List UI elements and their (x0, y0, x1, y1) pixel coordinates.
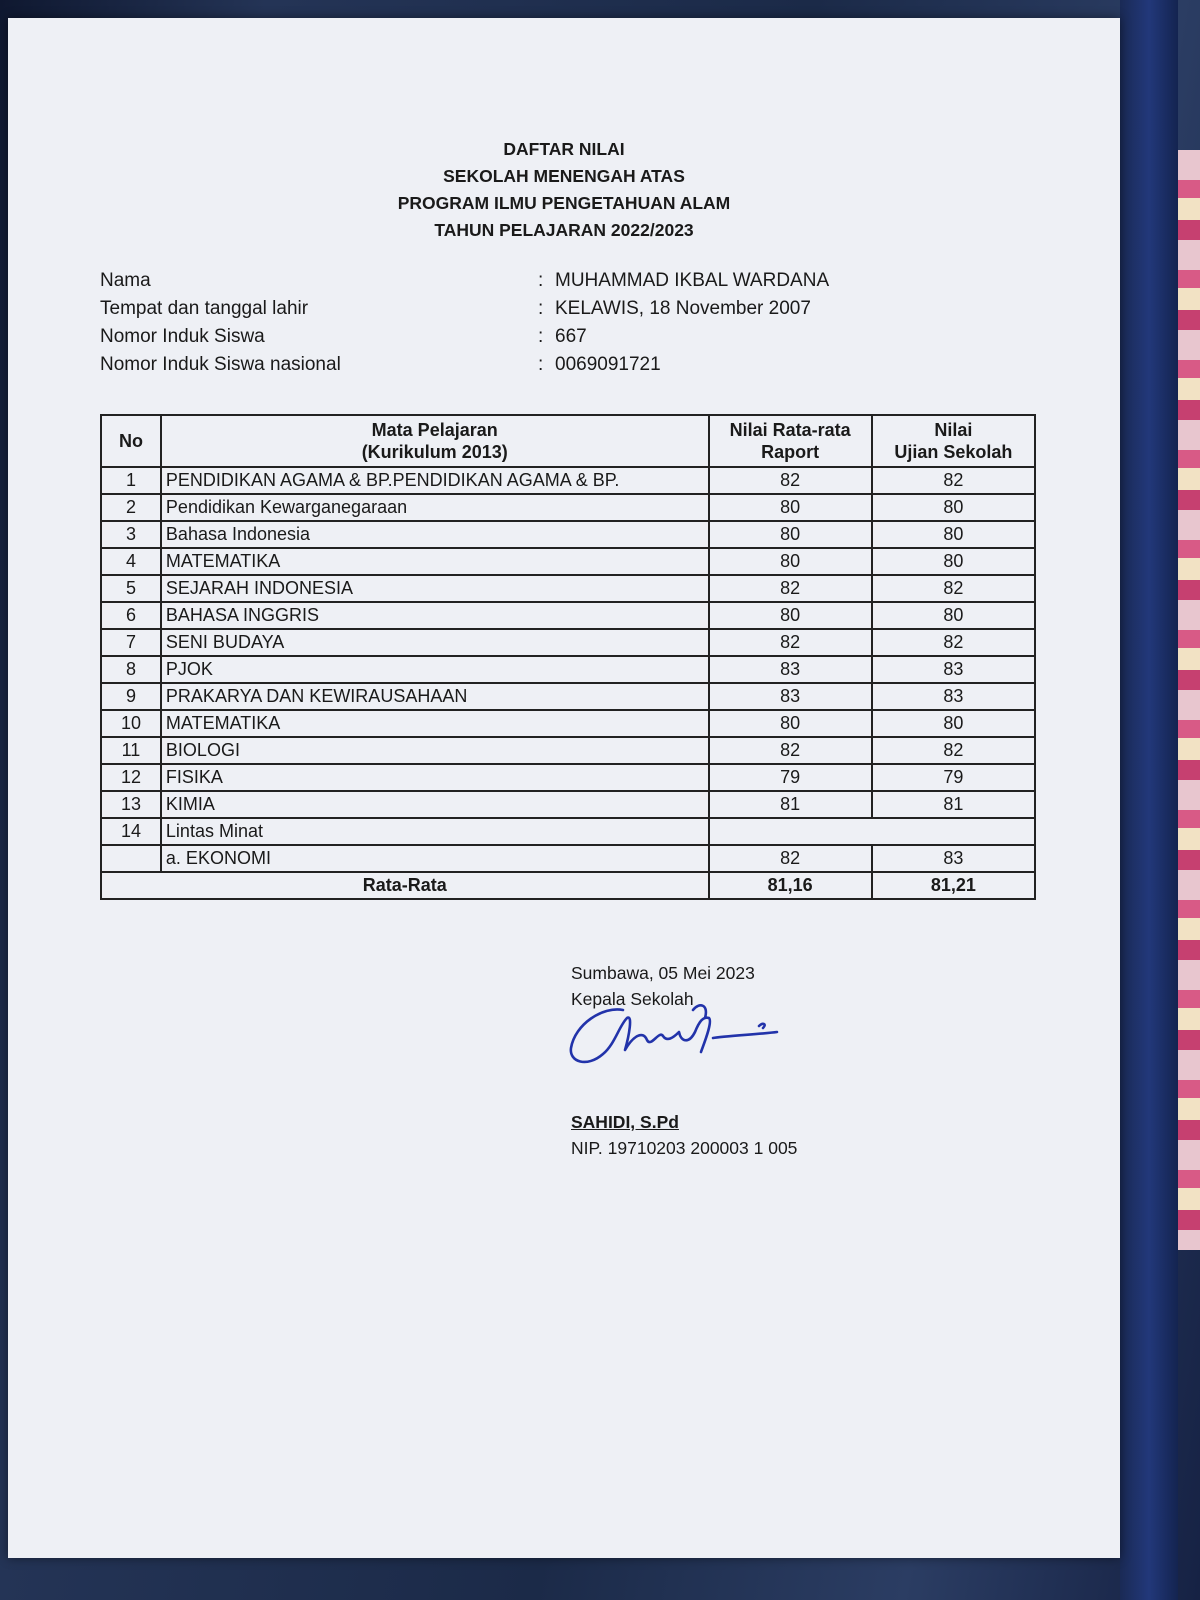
row-raport: 82 (709, 467, 872, 494)
row-no: 10 (101, 710, 161, 737)
student-info (100, 270, 1000, 382)
row-raport: 79 (709, 764, 872, 791)
row-no: 9 (101, 683, 161, 710)
row-raport: 80 (709, 602, 872, 629)
place-date: Sumbawa, 05 Mei 2023 (571, 963, 755, 983)
row-ujian: 82 (872, 467, 1035, 494)
row-subject: BAHASA INGGRIS (161, 602, 709, 629)
row-no: 11 (101, 737, 161, 764)
row-no: 7 (101, 629, 161, 656)
average-ujian: 81,21 (872, 872, 1035, 899)
row-no: 8 (101, 656, 161, 683)
row-ujian: 80 (872, 494, 1035, 521)
row-ujian: 82 (872, 629, 1035, 656)
row-subject: PENDIDIKAN AGAMA & BP.PENDIDIKAN AGAMA & BP. (161, 467, 709, 494)
heading-program: PROGRAM ILMU PENGETAHUAN ALAM (397, 193, 731, 213)
heading-title: DAFTAR NILAI (503, 139, 625, 159)
header-raport (709, 415, 872, 467)
row-no: 4 (101, 548, 161, 575)
table-row (101, 602, 1035, 629)
row-ujian: 83 (872, 845, 1035, 872)
row-subject: a. EKONOMI (161, 845, 709, 872)
row-no: 2 (101, 494, 161, 521)
row-raport: 82 (709, 737, 872, 764)
table-row (101, 737, 1035, 764)
handwritten-signature (563, 996, 783, 1076)
row-ujian: 81 (872, 791, 1035, 818)
table-row (101, 575, 1035, 602)
table-row (101, 548, 1035, 575)
document-heading (8, 136, 1120, 244)
row-no: 6 (101, 602, 161, 629)
row-no: 12 (101, 764, 161, 791)
table-row (101, 764, 1035, 791)
row-subject: PRAKARYA DAN KEWIRAUSAHAAN (161, 683, 709, 710)
row-no: 5 (101, 575, 161, 602)
row-no: 13 (101, 791, 161, 818)
row-subject: PJOK (161, 656, 709, 683)
row-ujian: 82 (872, 737, 1035, 764)
header-subject-line2: (Kurikulum 2013) (361, 442, 508, 462)
row-raport: 80 (709, 494, 872, 521)
table-row (101, 656, 1035, 683)
info-row-name (100, 270, 1000, 298)
heading-school: SEKOLAH MENENGAH ATAS (443, 166, 685, 186)
table-row-lintas (101, 818, 1035, 845)
info-colon: : (538, 326, 544, 347)
signer-nip: NIP. 19710203 200003 1 005 (571, 1138, 798, 1158)
info-value: MUHAMMAD IKBAL WARDANA (555, 270, 830, 291)
row-subject: FISIKA (161, 764, 709, 791)
info-row-birth (100, 298, 1000, 326)
row-raport: 82 (709, 845, 872, 872)
header-subject (161, 415, 709, 467)
header-raport-line1: Nilai Rata-rata (729, 420, 851, 440)
average-raport: 81,16 (709, 872, 872, 899)
row-subject: SENI BUDAYA (161, 629, 709, 656)
info-colon: : (538, 354, 544, 375)
row-ujian: 83 (872, 656, 1035, 683)
row-no: 3 (101, 521, 161, 548)
row-subject: SEJARAH INDONESIA (161, 575, 709, 602)
table-row-sub (101, 845, 1035, 872)
row-ujian: 79 (872, 764, 1035, 791)
row-subject: BIOLOGI (161, 737, 709, 764)
row-subject: Pendidikan Kewarganegaraan (161, 494, 709, 521)
table-row (101, 683, 1035, 710)
folder-edge (1120, 0, 1178, 1600)
info-label: Nama (100, 270, 151, 291)
table-row (101, 791, 1035, 818)
row-ujian: 82 (872, 575, 1035, 602)
table-row (101, 467, 1035, 494)
info-colon: : (538, 298, 544, 319)
row-raport: 81 (709, 791, 872, 818)
row-ujian: 80 (872, 710, 1035, 737)
row-raport: 80 (709, 710, 872, 737)
info-row-nis (100, 326, 1000, 354)
heading-year: TAHUN PELAJARAN 2022/2023 (434, 220, 694, 240)
info-label: Tempat dan tanggal lahir (100, 298, 309, 319)
info-row-nisn (100, 354, 1000, 382)
info-label: Nomor Induk Siswa (100, 326, 265, 347)
signer-name: SAHIDI, S.Pd (571, 1112, 679, 1132)
signer-position: Kepala Sekolah (571, 989, 694, 1009)
row-subject: Bahasa Indonesia (161, 521, 709, 548)
row-no-empty (101, 845, 161, 872)
signature-stroke (571, 1005, 777, 1062)
header-ujian-line2: Ujian Sekolah (894, 442, 1013, 462)
info-value: 0069091721 (555, 354, 661, 375)
row-ujian: 80 (872, 548, 1035, 575)
info-colon: : (538, 270, 544, 291)
header-ujian (872, 415, 1035, 467)
row-ujian: 83 (872, 683, 1035, 710)
table-header-row (101, 415, 1035, 467)
row-subject: KIMIA (161, 791, 709, 818)
row-raport: 83 (709, 656, 872, 683)
row-subject: Lintas Minat (161, 818, 709, 845)
row-raport: 80 (709, 521, 872, 548)
table-row (101, 710, 1035, 737)
header-no: No (101, 415, 161, 467)
info-value: 667 (555, 326, 587, 347)
table-row-average (101, 872, 1035, 899)
document-page (8, 18, 1120, 1558)
header-subject-line1: Mata Pelajaran (371, 420, 498, 440)
grades-table (100, 414, 1036, 900)
header-raport-line2: Raport (761, 442, 820, 462)
table-row (101, 629, 1035, 656)
row-subject: MATEMATIKA (161, 548, 709, 575)
table-row (101, 521, 1035, 548)
info-value: KELAWIS, 18 November 2007 (555, 298, 811, 319)
table-row (101, 494, 1035, 521)
row-raport: 82 (709, 629, 872, 656)
row-raport: 80 (709, 548, 872, 575)
average-label: Rata-Rata (101, 872, 709, 899)
row-subject: MATEMATIKA (161, 710, 709, 737)
header-ujian-line1: Nilai (934, 420, 973, 440)
background-fabric (1178, 150, 1200, 1250)
row-no: 1 (101, 467, 161, 494)
row-ujian: 80 (872, 521, 1035, 548)
row-no: 14 (101, 818, 161, 845)
row-raport: 83 (709, 683, 872, 710)
info-label: Nomor Induk Siswa nasional (100, 354, 341, 375)
row-empty (709, 818, 1036, 845)
row-raport: 82 (709, 575, 872, 602)
row-ujian: 80 (872, 602, 1035, 629)
